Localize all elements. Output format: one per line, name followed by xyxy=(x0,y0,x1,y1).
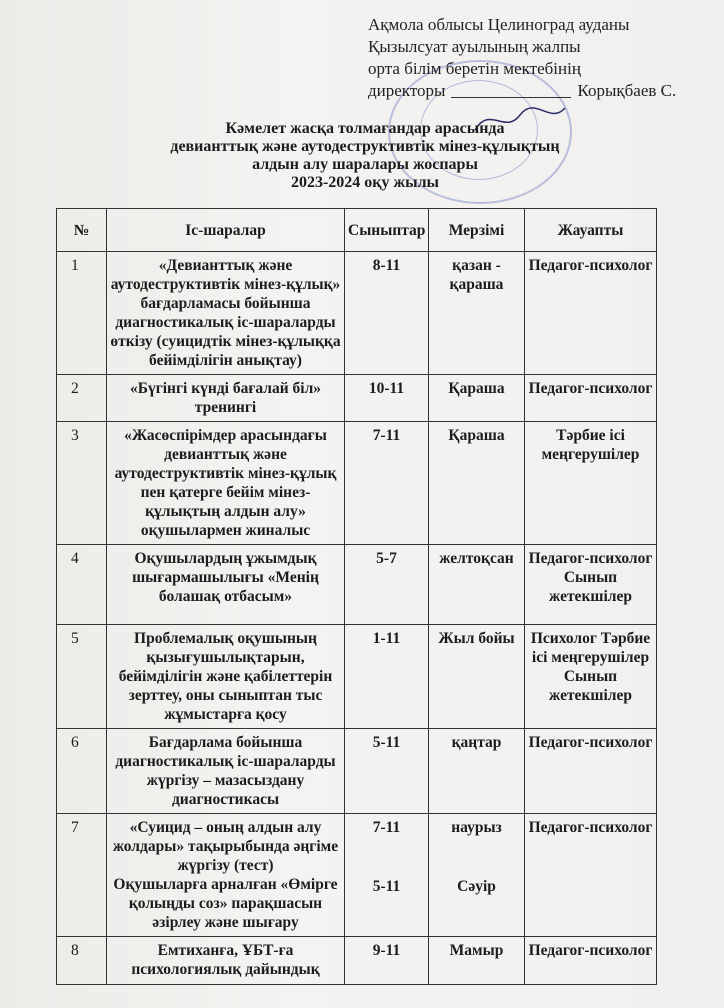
row-event: Оқушылардың ұжымдық шығармашылығы «Менің болашақ отбасым» xyxy=(107,545,345,625)
row-event: «Жасөспірімдер арасындағы девианттық және аутодеструктивтік мінез-құлық пен қатерге бейім мінез-құлықтың алдын алу» оқушылармен жиналыс xyxy=(107,422,345,545)
row-classes: 9-11 xyxy=(345,937,429,985)
approval-line-3: орта білім беретін мектебінің xyxy=(368,59,581,78)
row-responsible: Психолог Тәрбие ісі меңгерушілер Сынып жетекшілер xyxy=(525,625,657,729)
title-line-2: девианттық және аутодеструктивтік мінез-құлықтың xyxy=(170,138,560,155)
table-row xyxy=(57,422,657,545)
row-term xyxy=(429,814,525,937)
row-number: 4 xyxy=(57,545,107,625)
row-term: қазан - қараша xyxy=(429,252,525,375)
plan-table xyxy=(56,208,657,985)
row-number: 3 xyxy=(57,422,107,545)
title-line-3: алдын алу шаралары жоспары xyxy=(252,156,478,173)
row-event-part-1: «Суицид – оның алдын алу жолдары» тақырыбында әңгіме жүргізу (тест) xyxy=(112,819,339,874)
row-responsible: Педагог-психолог xyxy=(525,252,657,375)
row-event xyxy=(107,814,345,937)
table-row xyxy=(57,545,657,625)
title-line-1: Кәмелет жасқа толмағандар арасында xyxy=(225,120,505,137)
row-classes: 5-7 xyxy=(345,545,429,625)
row-classes: 10-11 xyxy=(345,375,429,422)
signature-line xyxy=(451,97,571,98)
table-row xyxy=(57,375,657,422)
header-term: Мерзімі xyxy=(429,209,525,252)
row-event: «Бүгінгі күнді бағалай біл» тренингі xyxy=(107,375,345,422)
row-number: 8 xyxy=(57,937,107,985)
header-number: № xyxy=(57,209,107,252)
row-term: Қараша xyxy=(429,422,525,545)
title-line-4: 2023-2024 оқу жылы xyxy=(290,174,440,191)
row-responsible: Педагог-психолог xyxy=(525,814,657,937)
table-row xyxy=(57,814,657,937)
row-responsible: Педагог-психолог Сынып жетекшілер xyxy=(525,545,657,625)
row-event: Емтиханға, ҰБТ-ға психологиялық дайындық xyxy=(107,937,345,985)
approval-line-4 xyxy=(368,80,688,102)
row-classes-part-1: 7-11 xyxy=(372,819,401,836)
row-event-part-2: Оқушыларға арналған «Өмірге қолыңды соз» парақшасын әзірлеу және шығару xyxy=(113,876,338,931)
row-number: 6 xyxy=(57,729,107,814)
approval-block xyxy=(368,14,688,102)
director-label: директоры xyxy=(368,81,446,100)
table-row xyxy=(57,252,657,375)
row-number: 5 xyxy=(57,625,107,729)
director-name: Корықбаев С. xyxy=(577,81,677,100)
row-responsible: Педагог-психолог xyxy=(525,937,657,985)
row-event: Бағдарлама бойынша диагностикалық іс-шараларды жүргізу – мазасыздану диагностикасы xyxy=(107,729,345,814)
approval-line-2: Қызылсуат ауылының жалпы xyxy=(368,37,581,56)
table-row xyxy=(57,625,657,729)
row-term: Қараша xyxy=(429,375,525,422)
row-responsible: Педагог-психолог xyxy=(525,375,657,422)
row-number: 1 xyxy=(57,252,107,375)
row-term: Мамыр xyxy=(429,937,525,985)
row-responsible: Педагог-психолог xyxy=(525,729,657,814)
row-term: қаңтар xyxy=(429,729,525,814)
table-row xyxy=(57,937,657,985)
row-number: 2 xyxy=(57,375,107,422)
row-term: желтоқсан xyxy=(429,545,525,625)
header-responsible: Жауапты xyxy=(525,209,657,252)
row-classes: 1-11 xyxy=(345,625,429,729)
row-classes xyxy=(345,814,429,937)
table-header-row xyxy=(57,209,657,252)
row-number: 7 xyxy=(57,814,107,937)
row-classes: 8-11 xyxy=(345,252,429,375)
row-classes-part-2: 5-11 xyxy=(372,878,401,895)
document-title xyxy=(150,120,580,192)
row-term-part-2: Сәуір xyxy=(457,878,496,895)
row-term-part-1: наурыз xyxy=(451,819,502,836)
row-classes: 7-11 xyxy=(345,422,429,545)
table-row xyxy=(57,729,657,814)
row-event: Проблемалық оқушының қызығушылықтарын, бейімділігін және қабілеттерін зерттеу, оны сыныптан тыс жұмыстарға қосу xyxy=(107,625,345,729)
approval-line-1: Ақмола облысы Целиноград ауданы xyxy=(368,15,630,34)
row-classes: 5-11 xyxy=(345,729,429,814)
row-responsible: Тәрбие ісі меңгерушілер xyxy=(525,422,657,545)
header-events: Іс-шаралар xyxy=(107,209,345,252)
row-event: «Девианттық және аутодеструктивтік мінез-құлық» бағдарламасы бойынша диагностикалық іс-шараларды өткізу (суицидтік мінез-құлыққа бейімділігін анықтау) xyxy=(107,252,345,375)
row-term: Жыл бойы xyxy=(429,625,525,729)
header-classes: Сыныптар xyxy=(345,209,429,252)
